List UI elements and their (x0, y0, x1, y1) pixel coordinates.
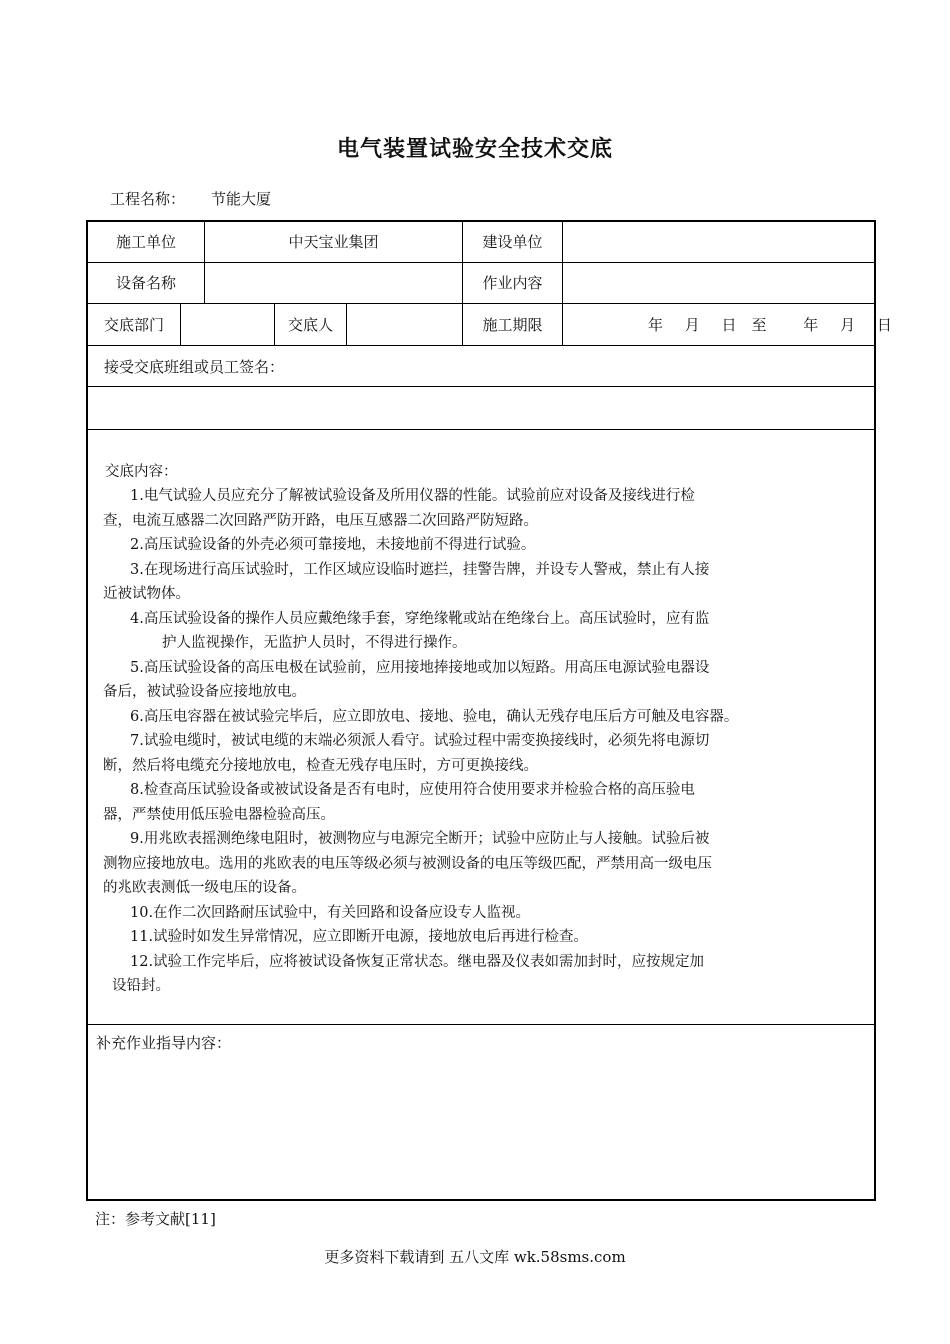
briefer-label: 交底人 (287, 316, 333, 334)
content-line: 1.电气试验人员应充分了解被试验设备及所用仪器的性能。试验前应对设备及接线进行检 (130, 488, 695, 504)
footer-text: 更多资料下载请到 五八文库 wk.58sms.com (324, 1248, 626, 1266)
content-line: 6.高压电容器在被试验完毕后，应立即放电、接地、验电，确认无残存电压后方可触及电容器。 (130, 709, 739, 725)
content-line: 查，电流互感器二次回路严防开路，电压互感器二次回路严防短路。 (103, 513, 538, 529)
construction-unit-label: 施工单位 (115, 233, 176, 251)
signature-label: 接受交底班组或员工签名： (104, 358, 285, 376)
row-divider (88, 303, 874, 304)
row-divider (88, 386, 874, 387)
supplement-label: 补充作业指导内容： (96, 1034, 232, 1052)
project-name-label: 工程名称： (110, 190, 186, 208)
work-content-label: 作业内容 (482, 274, 543, 292)
content-line: 备后，被试验设备应接地放电。 (103, 684, 306, 700)
content-line: 2.高压试验设备的外壳必须可靠接地，未接地前不得进行试验。 (130, 537, 536, 553)
content-line: 近被试物体。 (103, 586, 190, 602)
content-line: 断，然后将电缆充分接地放电，检查无残存电压时，方可更换接线。 (103, 758, 538, 774)
col-divider (562, 222, 563, 345)
project-name-row (110, 188, 271, 209)
construction-unit-value: 中天宝业集团 (288, 233, 379, 251)
document-title: 电气装置试验安全技术交底 (336, 137, 613, 162)
row-divider (88, 429, 874, 430)
col-divider (346, 303, 347, 345)
content-line: 器，严禁使用低压验电器检验高压。 (103, 807, 335, 823)
period-label: 施工期限 (482, 316, 543, 334)
reference-note: 注：参考文献[11] (95, 1210, 216, 1228)
content-line: 10.在作二次回路耐压试验中，有关回路和设备应设专人监视。 (130, 905, 531, 921)
equipment-name-label: 设备名称 (115, 274, 176, 292)
content-line: 的兆欧表测低一级电压的设备。 (103, 880, 306, 896)
owner-unit-label: 建设单位 (482, 233, 543, 251)
briefing-form (86, 220, 892, 1201)
content-line: 5.高压试验设备的高压电极在试验前，应用接地捧接地或加以短路。用高压电源试验电器设 (130, 660, 710, 676)
row-divider (88, 262, 874, 263)
content-line: 9.用兆欧表摇测绝缘电阻时，被测物应与电源完全断开；试验中应防止与人接触。试验后被 (130, 831, 710, 847)
content-line: 7.试验电缆时，被试电缆的末端必须派人看守。试验过程中需变换接线时，必须先将电源切 (130, 733, 710, 749)
content-line: 测物应接地放电。选用的兆欧表的电压等级必须与被测设备的电压等级匹配，严禁用高一级电压 (103, 856, 712, 872)
content-line: 3.在现场进行高压试验时，工作区域应设临时遮拦，挂警告牌，并设专人警戒，禁止有人接 (130, 562, 710, 578)
row-divider (88, 345, 874, 346)
col-divider (180, 303, 181, 345)
content-line: 4.高压试验设备的操作人员应戴绝缘手套，穿绝缘靴或站在绝缘台上。高压试验时，应有监 (130, 611, 710, 627)
project-name-value: 节能大厦 (211, 190, 272, 208)
content-heading: 交底内容： (105, 464, 178, 480)
row-divider (88, 1024, 874, 1025)
content-line: 护人监视操作，无监护人员时，不得进行操作。 (162, 635, 467, 651)
content-line: 11.试验时如发生异常情况，应立即断开电源，接地放电后再进行检查。 (130, 929, 589, 945)
briefing-dept-label: 交底部门 (103, 316, 164, 334)
content-line: 12.试验工作完毕后，应将被试设备恢复正常状态。继电器及仪表如需加封时，应按规定加 (130, 954, 705, 970)
content-line: 设铅封。 (112, 978, 170, 994)
period-value: 年 月 日 至 年 月 日 (648, 316, 892, 334)
content-line: 8.检查高压试验设备或被试设备是否有电时，应使用符合使用要求并检验合格的高压验电 (130, 782, 695, 798)
